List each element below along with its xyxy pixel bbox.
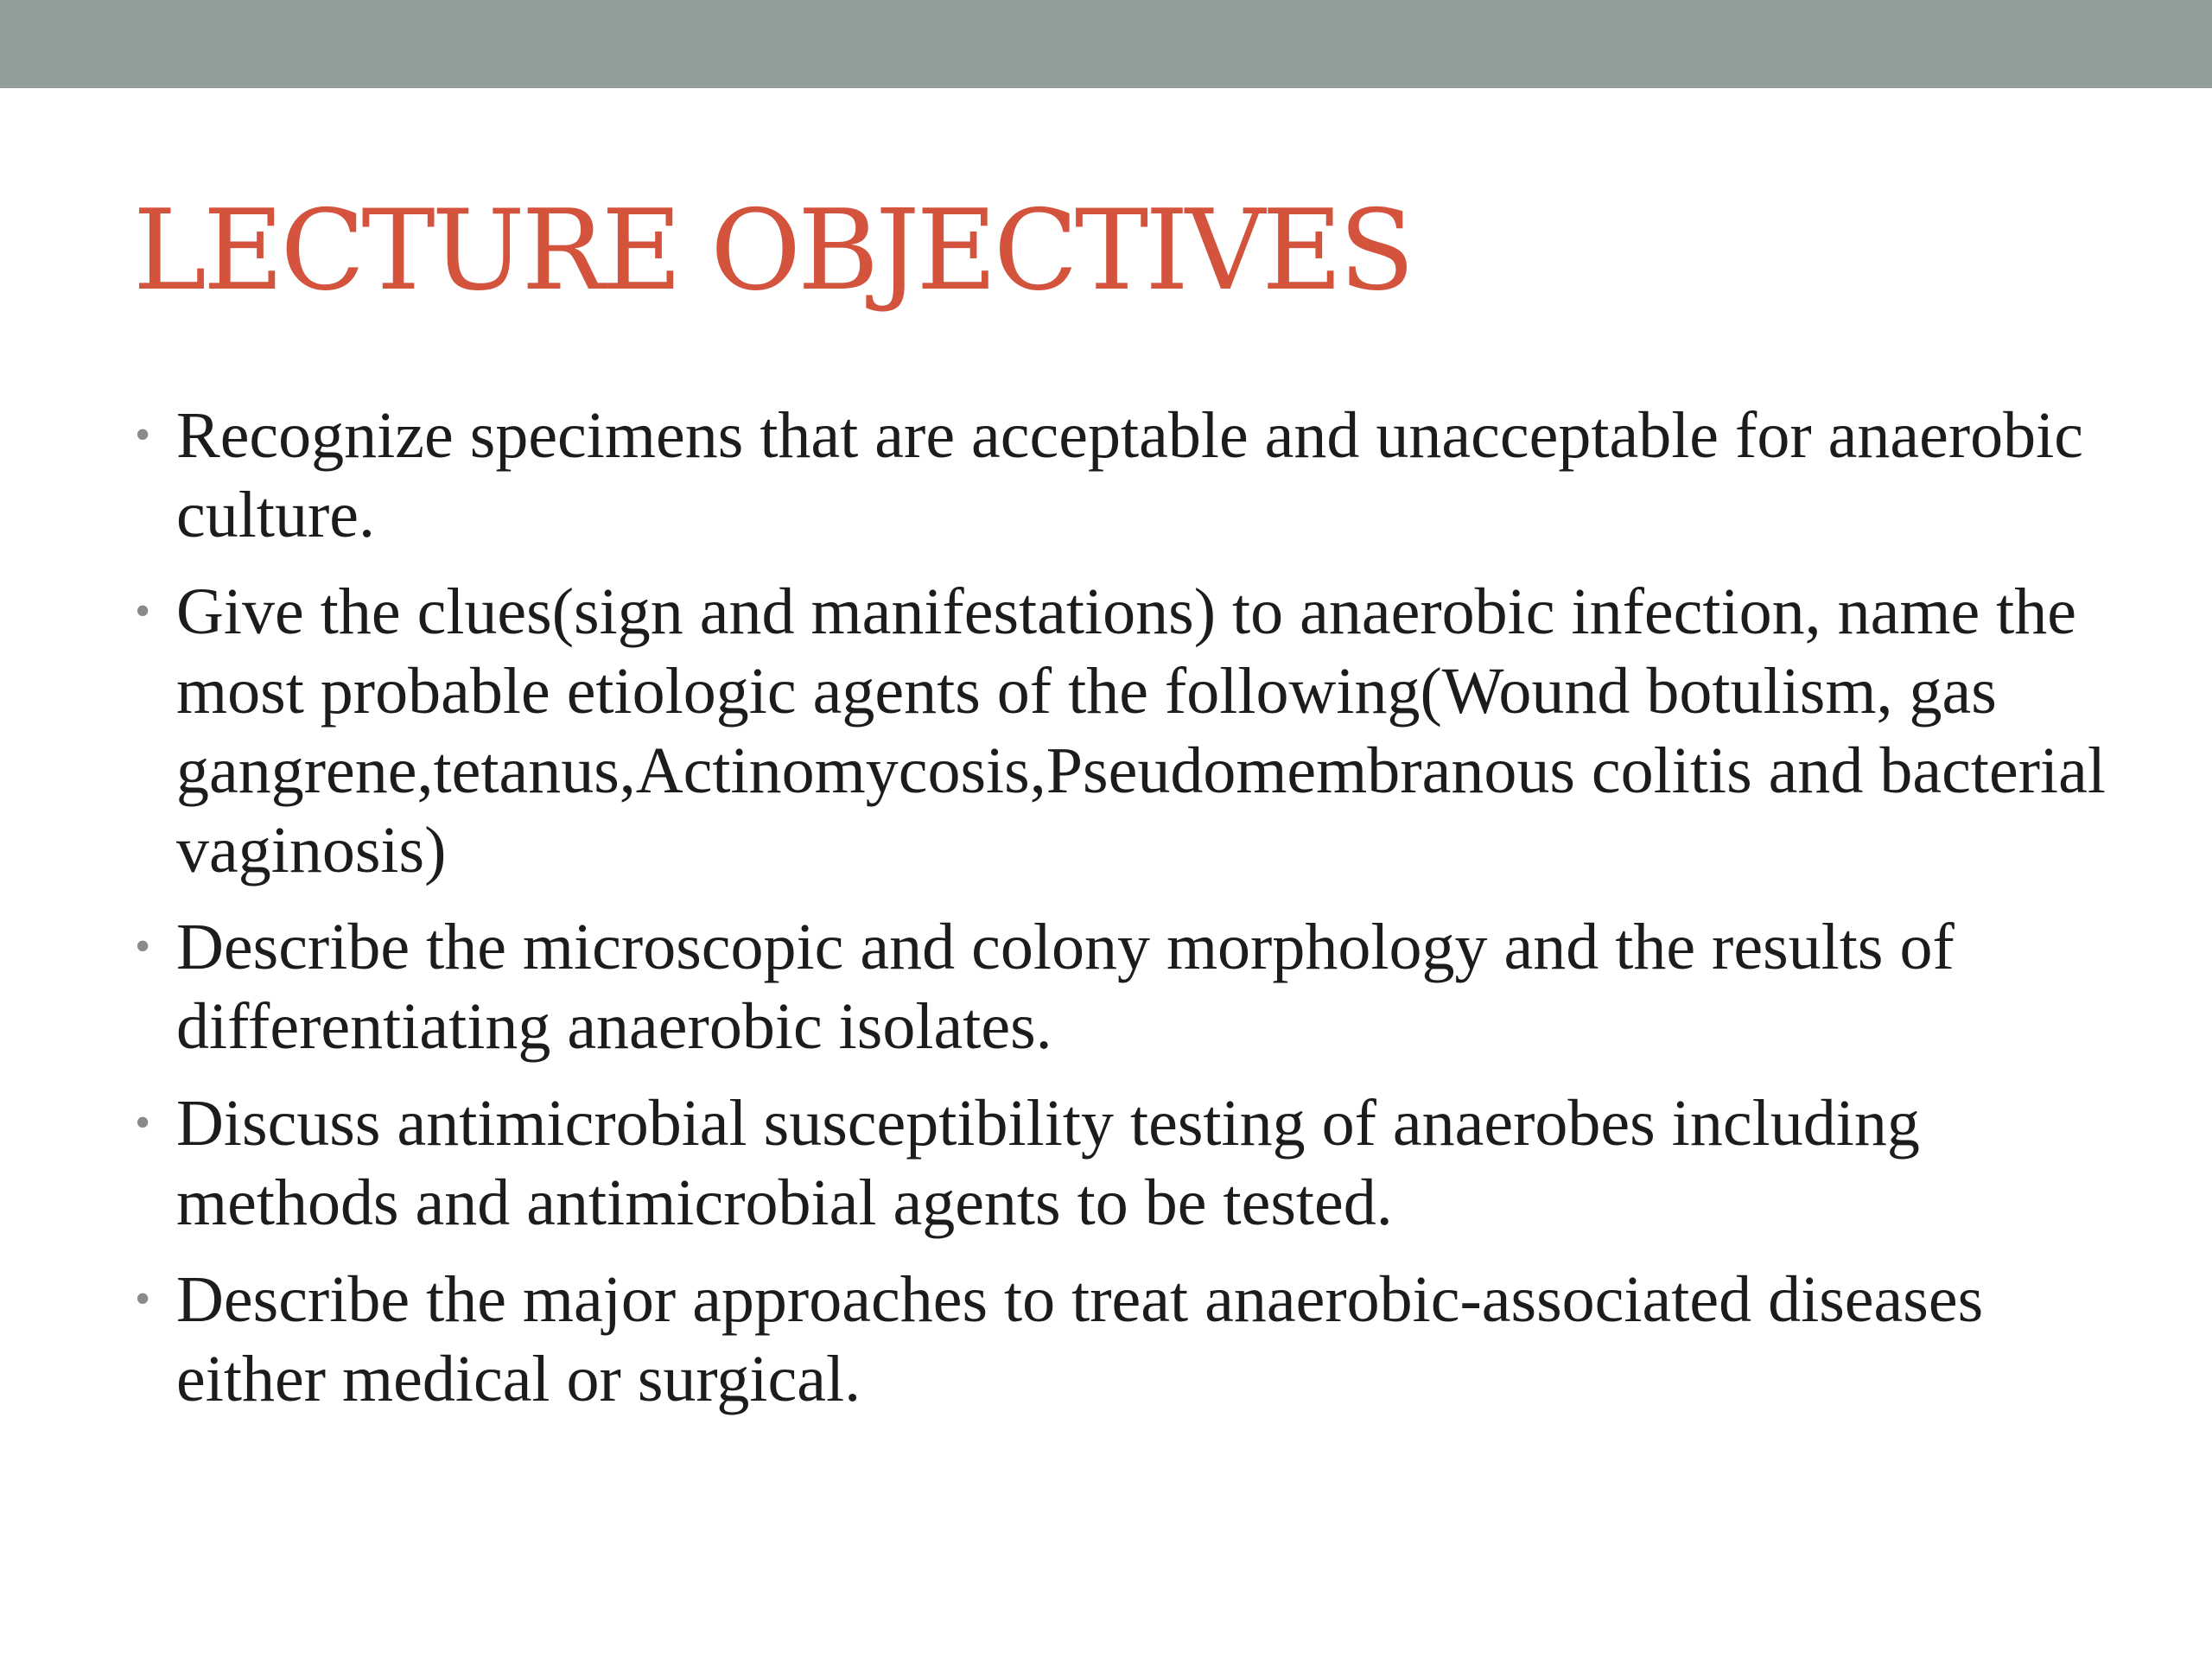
header-band bbox=[0, 0, 2212, 88]
bullet-dot-icon: • bbox=[135, 1274, 151, 1324]
bullet-text: Give the clues(sign and manifestations) to anaerobic infection, name the most probable etiologic agents of the following(Wound botulism, gas gangrene,tetanus,Actinomycosis,Pseudomembranous colitis and bacterial vaginosis) bbox=[176, 575, 2106, 887]
bullet-text: Discuss antimicrobial susceptibility testing of anaerobes including methods and antimicrobial agents to be tested. bbox=[176, 1087, 1920, 1239]
bullet-dot-icon: • bbox=[135, 1098, 151, 1147]
bullet-dot-icon: • bbox=[135, 410, 151, 460]
list-item bbox=[131, 1084, 2119, 1243]
bullet-dot-icon: • bbox=[135, 587, 151, 636]
list-item bbox=[131, 572, 2119, 890]
bullet-text: Recognize specimens that are acceptable and unacceptable for anaerobic culture. bbox=[176, 399, 2084, 551]
list-item bbox=[131, 907, 2119, 1066]
slide-title: LECTURE OBJECTIVES bbox=[133, 187, 1412, 315]
list-item bbox=[131, 1260, 2119, 1419]
bullet-text: Describe the major approaches to treat anaerobic-associated diseases either medical or surgical. bbox=[176, 1263, 1984, 1415]
bullet-dot-icon: • bbox=[135, 922, 151, 971]
list-item bbox=[131, 396, 2119, 555]
bullet-text: Describe the microscopic and colony morphology and the results of differentiating anaerobic isolates. bbox=[176, 911, 1955, 1063]
objectives-list bbox=[131, 396, 2119, 1436]
